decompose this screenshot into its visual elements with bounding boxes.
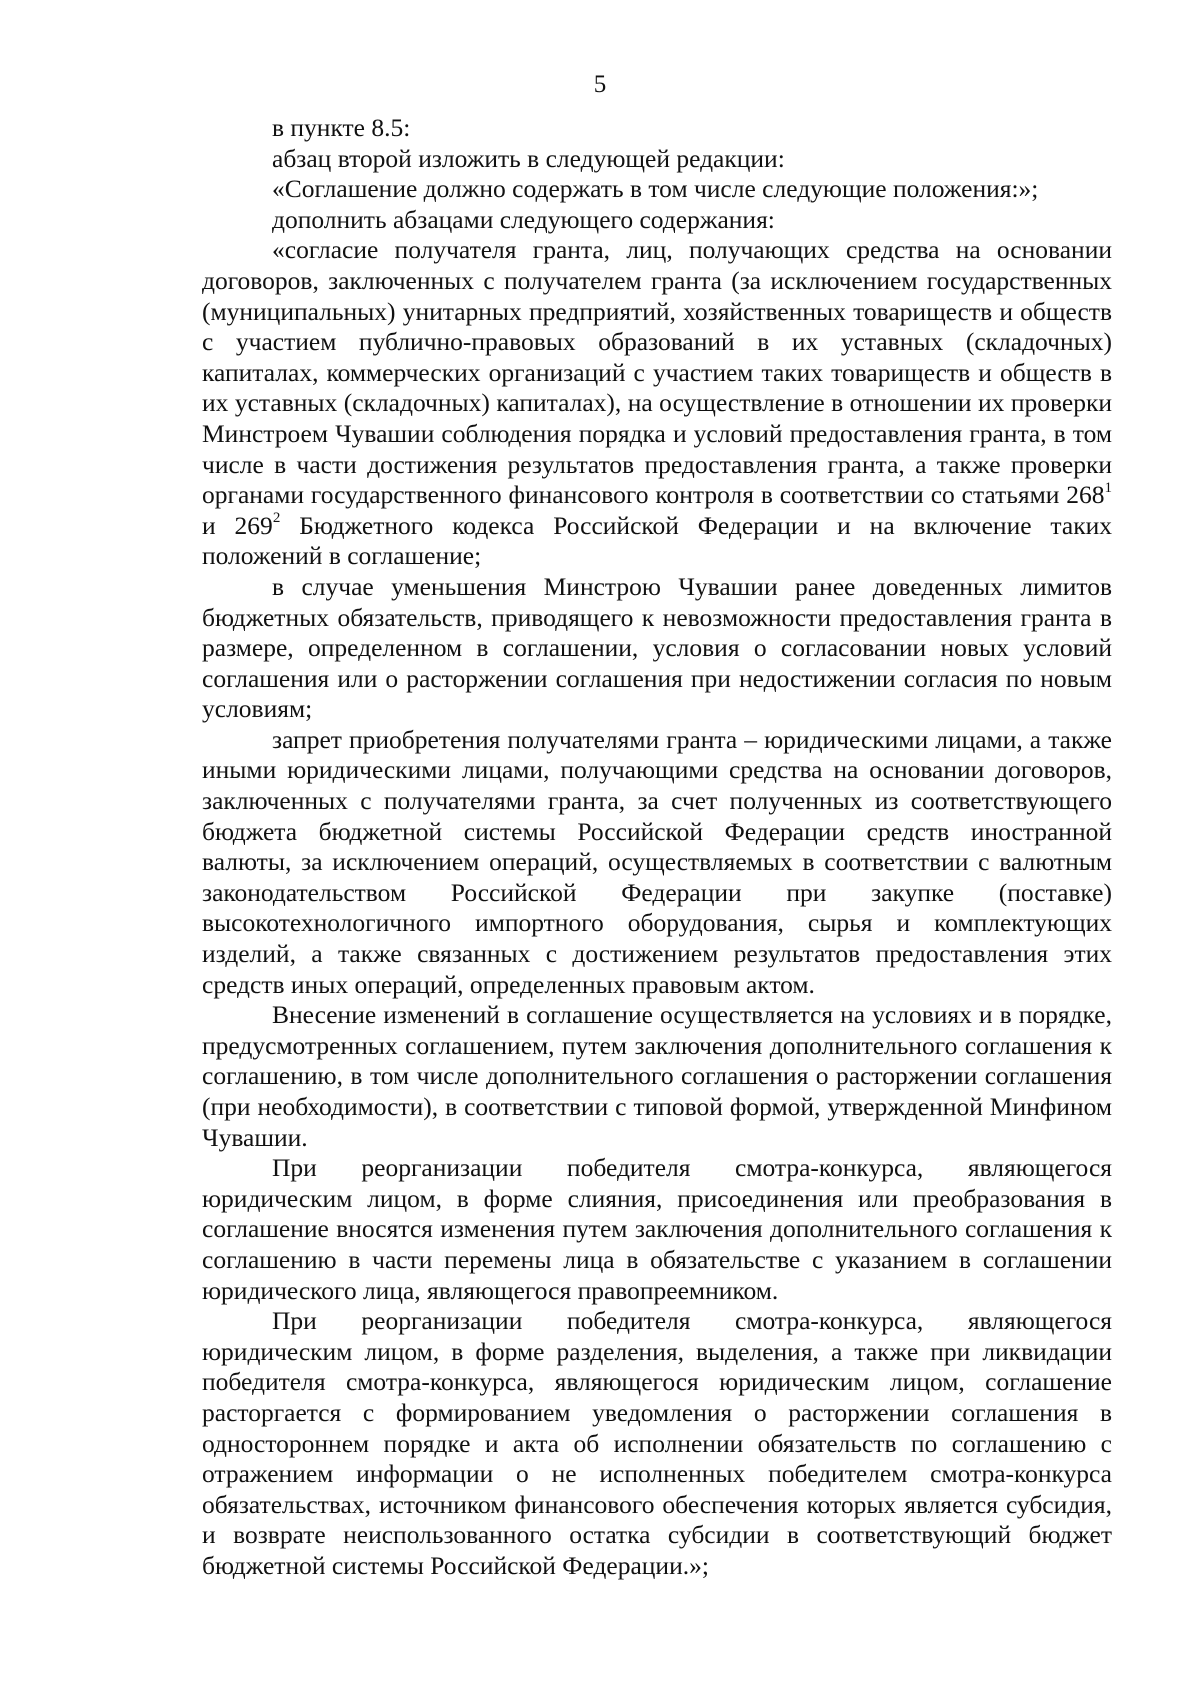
consent-text-part3: Бюджетного кодекса Российской Федерации и на включение таких положений в соглашение;: [202, 510, 1112, 571]
paragraph-agreement-provisions: «Соглашение должно содержать в том числе следующие положения:»;: [272, 174, 1039, 204]
consent-text-part1: «согласие получателя гранта, лиц, получающих средства на основании договоров, заключенных с получателем гранта (за исключением государственных (муниципальных) унитарных предприятий, хозяйственных товариществ и обществ с участием публично-правовых образований в их уставных (складочных) капиталах, коммерческих организаций с участием таких товариществ и обществ в их уставных (складочных) капиталах), на осуществление в отношении их проверки Минстроем Чувашии соблюдения порядка и условий предоставления гранта, в том числе в части достижения результатов предоставления гранта, а также проверки органами государственного финансового контроля в соответствии со статьями 268: [202, 235, 1112, 510]
paragraph-amendments: Внесение изменений в соглашение осуществляется на условиях и в порядке, предусмотренных соглашением, путем заключения дополнительного соглашения к соглашению, в том числе дополнительного соглашения о расторжении соглашения (при необходимости), в соответствии с типовой формой, утвержденной Минфином Чувашии.: [202, 1000, 1112, 1152]
paragraph-limits-reduction: в случае уменьшения Минстрою Чувашии ранее доведенных лимитов бюджетных обязательств, приводящего к невозможности предоставления гранта в размере, определенном в соглашении, условия о согласовании новых условий соглашения или о расторжении соглашения при недостижении согласия по новым условиям;: [202, 571, 1112, 724]
superscript-2: 2: [272, 510, 281, 527]
superscript-1: 1: [1104, 479, 1112, 496]
paragraph-consent: [202, 235, 1112, 572]
page-number: 5: [593, 71, 607, 98]
consent-text-part2: и 269: [202, 510, 273, 540]
paragraph-second-abzac: абзац второй изложить в следующей редакции:: [272, 143, 785, 173]
paragraph-item-85: в пункте 8.5:: [272, 113, 411, 142]
paragraph-supplement: дополнить абзацами следующего содержания:: [272, 204, 775, 234]
document-body: [202, 113, 1112, 1582]
paragraph-reorganization-merger: При реорганизации победителя смотра-конкурса, являющегося юридическим лицом, в форме слияния, присоединения или преобразования в соглашение вносятся изменения путем заключения дополнительного соглашения к соглашению в части перемены лица в обязательстве с указанием в соглашении юридического лица, являющегося правопреемником.: [202, 1153, 1112, 1305]
paragraph-currency-ban: запрет приобретения получателями гранта – юридическими лицами, а также иными юридическими лицами, получающими средства на основании договоров, заключенных с получателями гранта, за счет полученных из соответствующего бюджета бюджетной системы Российской Федерации средств иностранной валюты, за исключением операций, осуществляемых в соответствии с валютным законодательством Российской Федерации при закупке (поставке) высокотехнологичного импортного оборудования, сырья и комплектующих изделий, а также связанных с достижением результатов предоставления этих средств иных операций, определенных правовым актом.: [202, 724, 1112, 999]
paragraph-reorganization-division: При реорганизации победителя смотра-конкурса, являющегося юридическим лицом, в форме разделения, выделения, а также при ликвидации победителя смотра-конкурса, являющегося юридическим лицом, соглашение расторгается с формированием уведомления о расторжении соглашения в одностороннем порядке и акта об исполнении обязательств по соглашению с отражением информации о не исполненных победителем смотра-конкурса обязательствах, источником финансового обеспечения которых является субсидия, и возврате неиспользованного остатка субсидии в соответствующий бюджет бюджетной системы Российской Федерации.»;: [202, 1306, 1112, 1580]
